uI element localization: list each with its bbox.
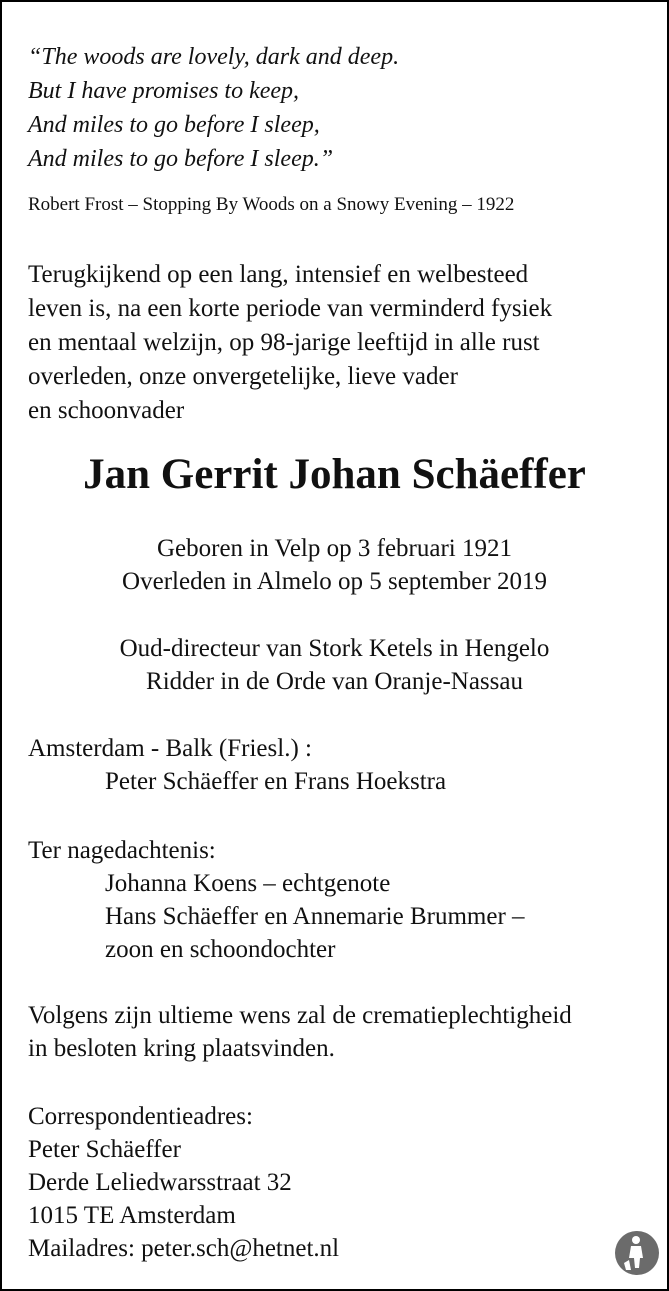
memory-line: Hans Schäeffer en Annemarie Brummer –: [105, 903, 525, 930]
poem-line: “The woods are lovely, dark and deep.: [28, 44, 400, 70]
memorial-figure-icon: [614, 1230, 660, 1276]
memory-section: [28, 834, 525, 966]
correspondence-section: [28, 1100, 339, 1265]
correspondence-email: Mailadres: peter.sch@hetnet.nl: [28, 1235, 340, 1262]
ceremony-section: [28, 999, 572, 1065]
intro-line: leven is, na een korte periode van verminderd fysiek: [28, 295, 553, 322]
correspondence-heading: Correspondentieadres:: [28, 1103, 253, 1130]
family-members: Peter Schäeffer en Frans Hoekstra: [105, 768, 447, 795]
correspondence-name: Peter Schäeffer: [28, 1136, 181, 1163]
honors: [2, 632, 667, 698]
intro-line: overleden, onze onvergetelijke, lieve vader: [28, 363, 458, 390]
intro-line: en schoonvader: [28, 397, 185, 424]
deceased-name: Jan Gerrit Johan Schäeffer: [83, 451, 586, 498]
poem-attribution: Robert Frost – Stopping By Woods on a Snowy Evening – 1922: [28, 194, 515, 215]
birth-line: Geboren in Velp op 3 februari 1921: [156, 535, 512, 562]
poem-line: And miles to go before I sleep,: [28, 112, 320, 138]
memory-line: zoon en schoondochter: [105, 936, 336, 963]
intro-text: [28, 258, 552, 428]
poem-line: But I have promises to keep,: [28, 78, 300, 104]
honor-line: Ridder in de Orde van Oranje-Nassau: [146, 668, 523, 695]
correspondence-city: 1015 TE Amsterdam: [28, 1202, 236, 1229]
memory-line: Johanna Koens – echtgenote: [105, 870, 391, 897]
memory-heading: Ter nagedachtenis:: [28, 837, 216, 864]
correspondence-street: Derde Leliedwarsstraat 32: [28, 1169, 292, 1196]
role-line: Oud-directeur van Stork Ketels in Hengelo: [119, 635, 550, 662]
ceremony-line: in besloten kring plaatsvinden.: [28, 1035, 335, 1062]
poem: [28, 40, 399, 176]
life-dates: [2, 532, 667, 598]
family-location: Amsterdam - Balk (Friesl.) :: [28, 735, 312, 762]
intro-line: en mentaal welzijn, op 98-jarige leeftijd in alle rust: [28, 329, 540, 356]
ceremony-line: Volgens zijn ultieme wens zal de crematieplechtigheid: [28, 1002, 572, 1029]
intro-line: Terugkijkend op een lang, intensief en welbesteed: [28, 261, 529, 288]
family-section: [28, 732, 446, 798]
death-line: Overleden in Almelo op 5 september 2019: [122, 568, 547, 595]
poem-line: And miles to go before I sleep.”: [28, 146, 334, 172]
